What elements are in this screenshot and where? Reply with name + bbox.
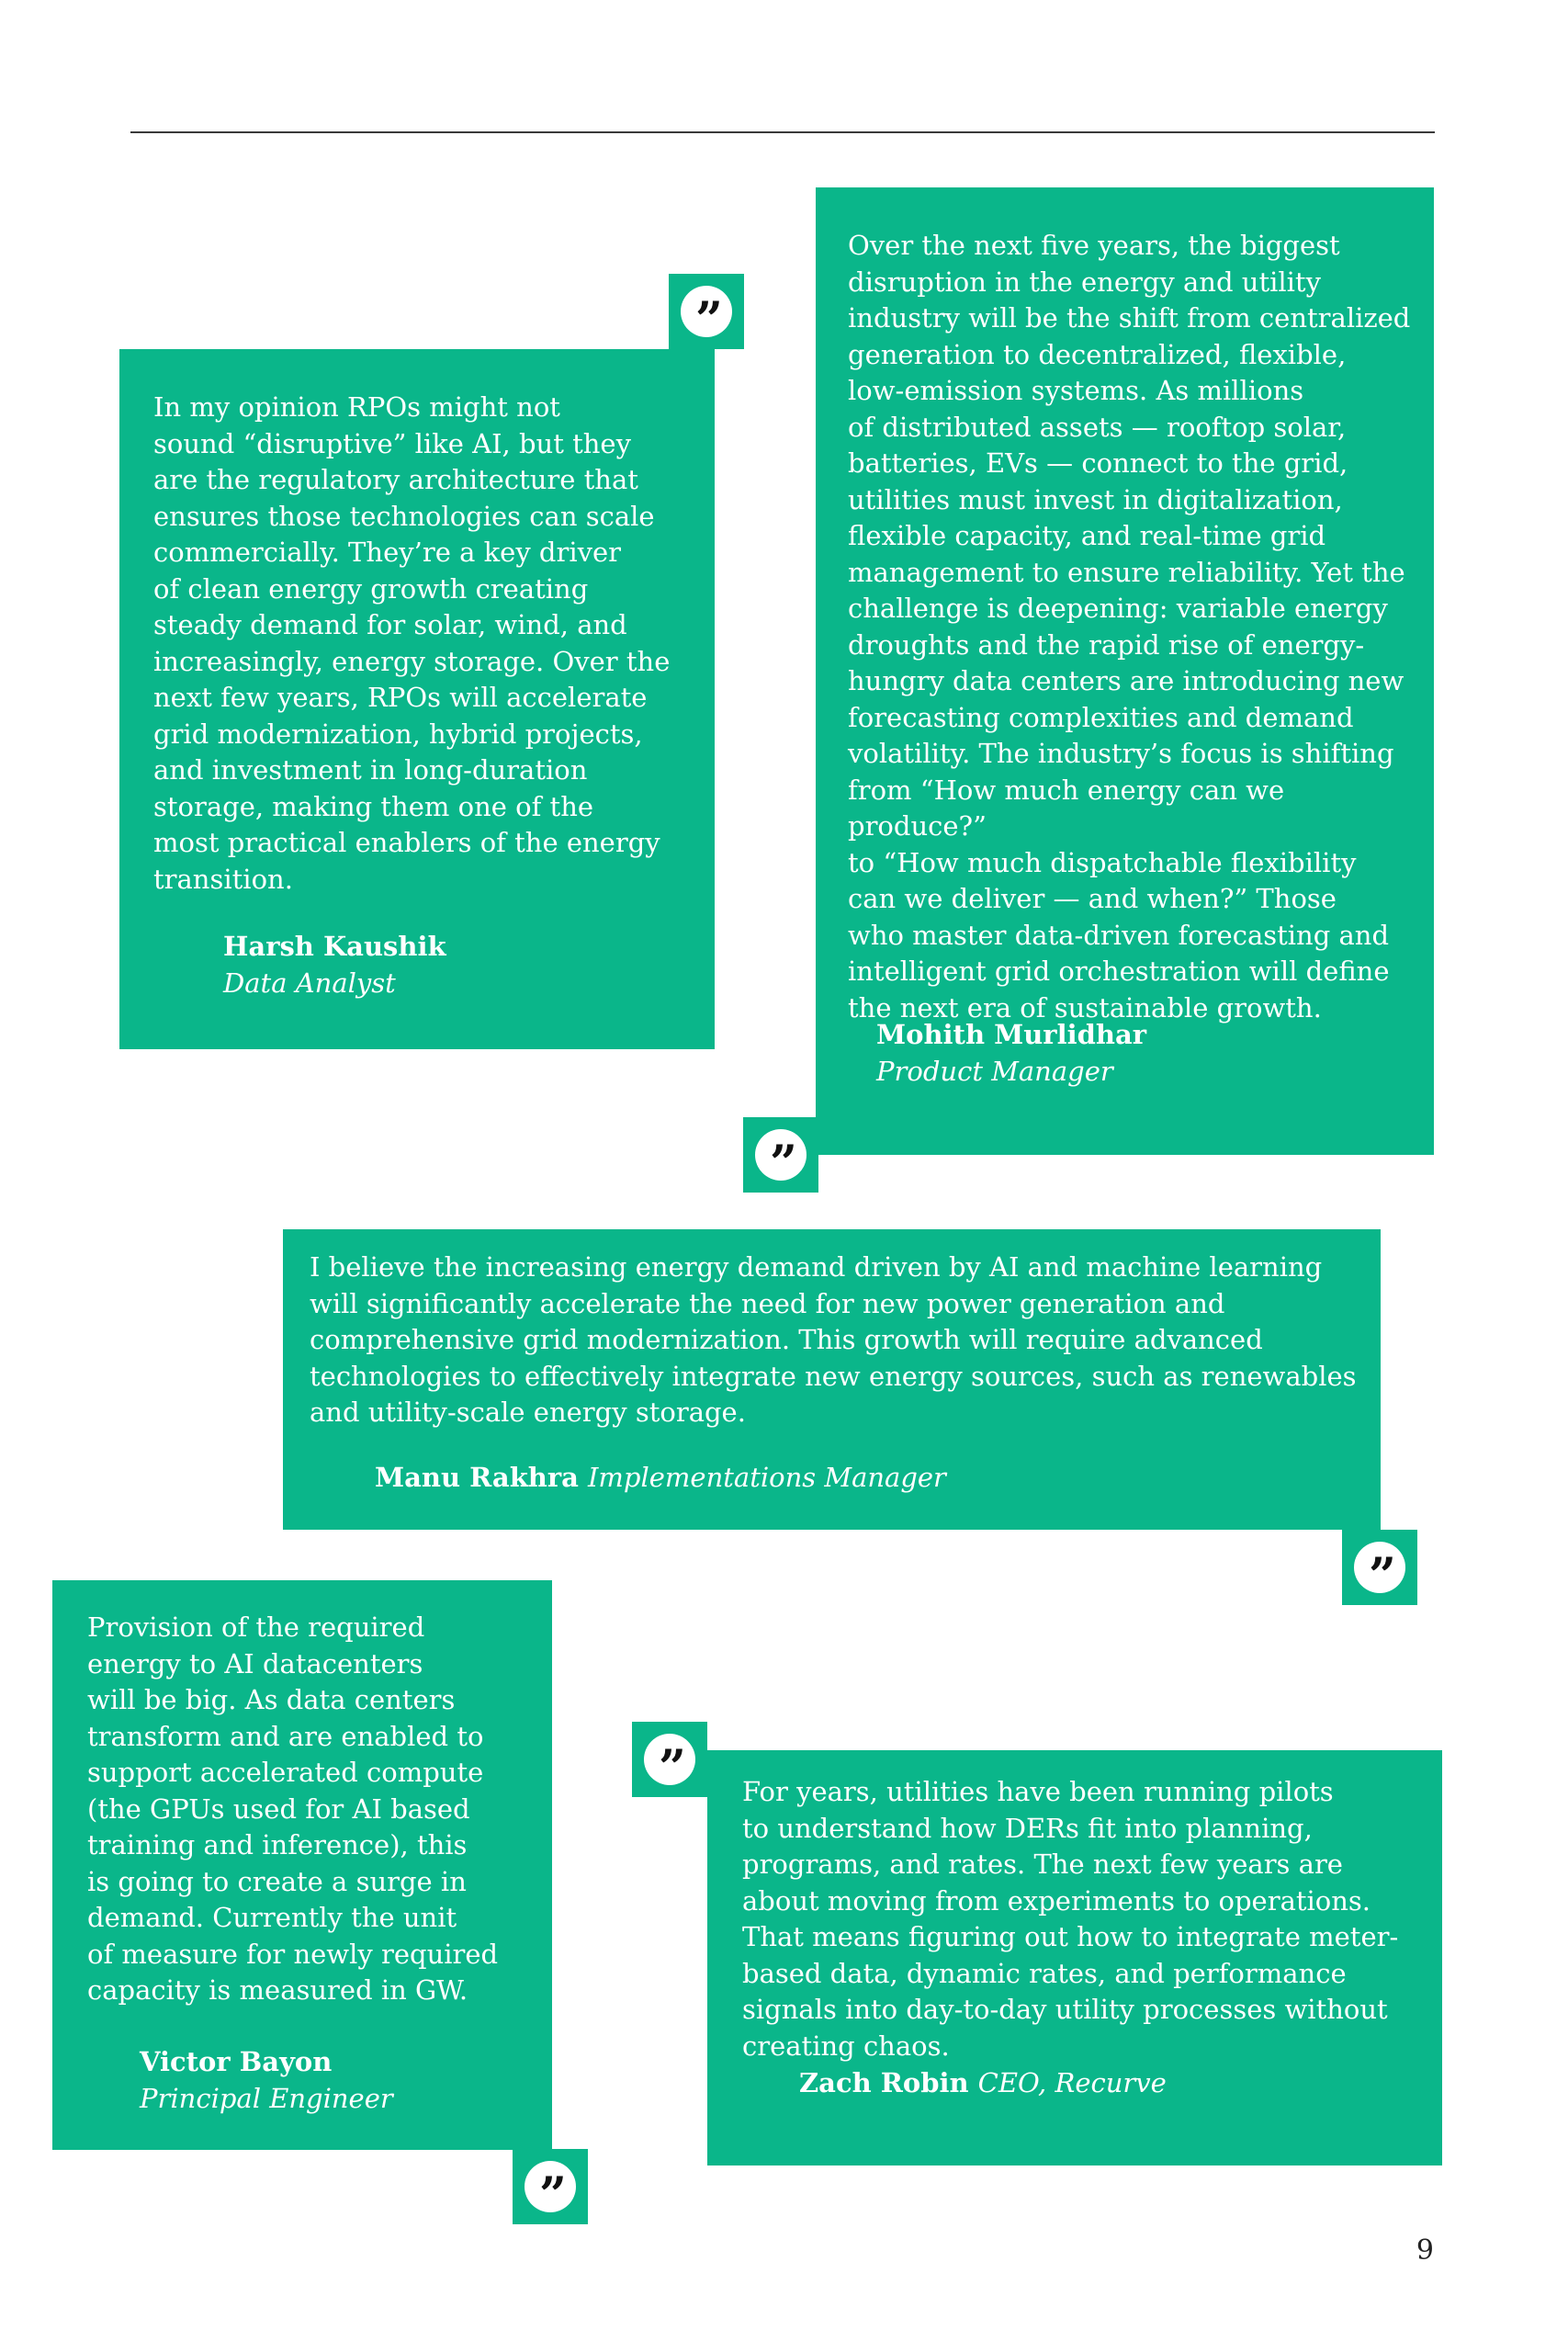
quote-card-victor-bayon [52,1580,552,2150]
author-name: Harsh Kaushik [223,931,446,962]
quote-text: Over the next five years, the biggest disruption in the energy and utility industry will be the shift from centralized generation to decentralized, flexible, low-emission systems. As millions of distributed assets — rooftop solar, batteries, EVs — connect to the grid, utilities must invest in digitalization, flexible capacity, and real-time grid management to ensure reliability. Yet the challenge is deepening: variable energy droughts and the rapid rise of energy- hungry data centers are introducing new forecasting complexities and demand volatility. The industry’s focus is shifting from “How much energy can we produce?” to “How much dispatchable flexibility can we deliver — and when?” Those who master data-driven forecasting and intelligent grid orchestration will define the next era of sustainable growth. [848,230,1411,1023]
header-rule [130,131,1435,133]
quote-icon: ” [644,1734,695,1785]
author-name: Manu Rakhra [375,1462,579,1493]
quote-card-harsh-kaushik [119,349,715,1049]
quote-mark-badge [513,2149,588,2224]
quote-mark-badge [1342,1530,1417,1605]
quote-card-manu-rakhra [283,1229,1381,1530]
quote-author [223,928,446,1001]
author-role: Product Manager [876,1056,1113,1087]
quote-author [876,1016,1146,1090]
quote-author [375,1459,946,1496]
quote-icon: ” [755,1129,807,1181]
quote-text: For years, utilities have been running pilots to understand how DERs fit into planning, programs, and rates. The next few years are about moving from experiments to operations. That means figuring out how to integrate meter- based data, dynamic rates, and performance signals into day-to-day utility processes without creating chaos. [742,1776,1399,2062]
quote-text: Provision of the required energy to AI datacenters will be big. As data centers transform and are enabled to support accelerated compute (the GPUs used for AI based training and inference), this is going to create a surge in demand. Currently the unit of measure for newly required capacity is measured in GW. [87,1611,499,2006]
quote-author [799,2064,1167,2101]
quote-icon: ” [681,286,732,337]
quote-icon: ” [1354,1542,1405,1593]
author-role: Principal Engineer [140,2083,393,2114]
quote-icon: ” [525,2161,576,2212]
author-role: Implementations Manager [587,1462,946,1493]
author-role: Data Analyst [223,967,396,999]
quote-text: I believe the increasing energy demand driven by AI and machine learning will significantly accelerate the need for new power generation and comprehensive grid modernization. This growth will require advanced technologies to effectively integrate new energy sources, such as renewables and utility-scale energy storage. [310,1251,1357,1428]
quote-mark-badge [669,274,744,349]
quote-author [140,2043,393,2117]
quote-mark-badge [632,1722,707,1797]
author-role: CEO, Recurve [977,2067,1167,2098]
author-name: Victor Bayon [140,2046,333,2077]
quote-mark-badge [743,1117,818,1193]
quote-card-mohith-murlidhar [816,187,1434,1155]
author-name: Mohith Murlidhar [876,1019,1147,1050]
quote-text: In my opinion RPOs might not sound “disruptive” like AI, but they are the regulatory architecture that ensures those technologies can scale commercially. They’re a key driver of clean energy growth creating steady demand for solar, wind, and increasingly, energy storage. Over the next few years, RPOs will accelerate grid modernization, hybrid projects, and investment in long-duration storage, making them one of the most practical enablers of the energy transition. [153,391,671,895]
author-name: Zach Robin [799,2067,969,2098]
page-number: 9 [1416,2234,1434,2267]
quote-card-zach-robin [707,1750,1442,2165]
